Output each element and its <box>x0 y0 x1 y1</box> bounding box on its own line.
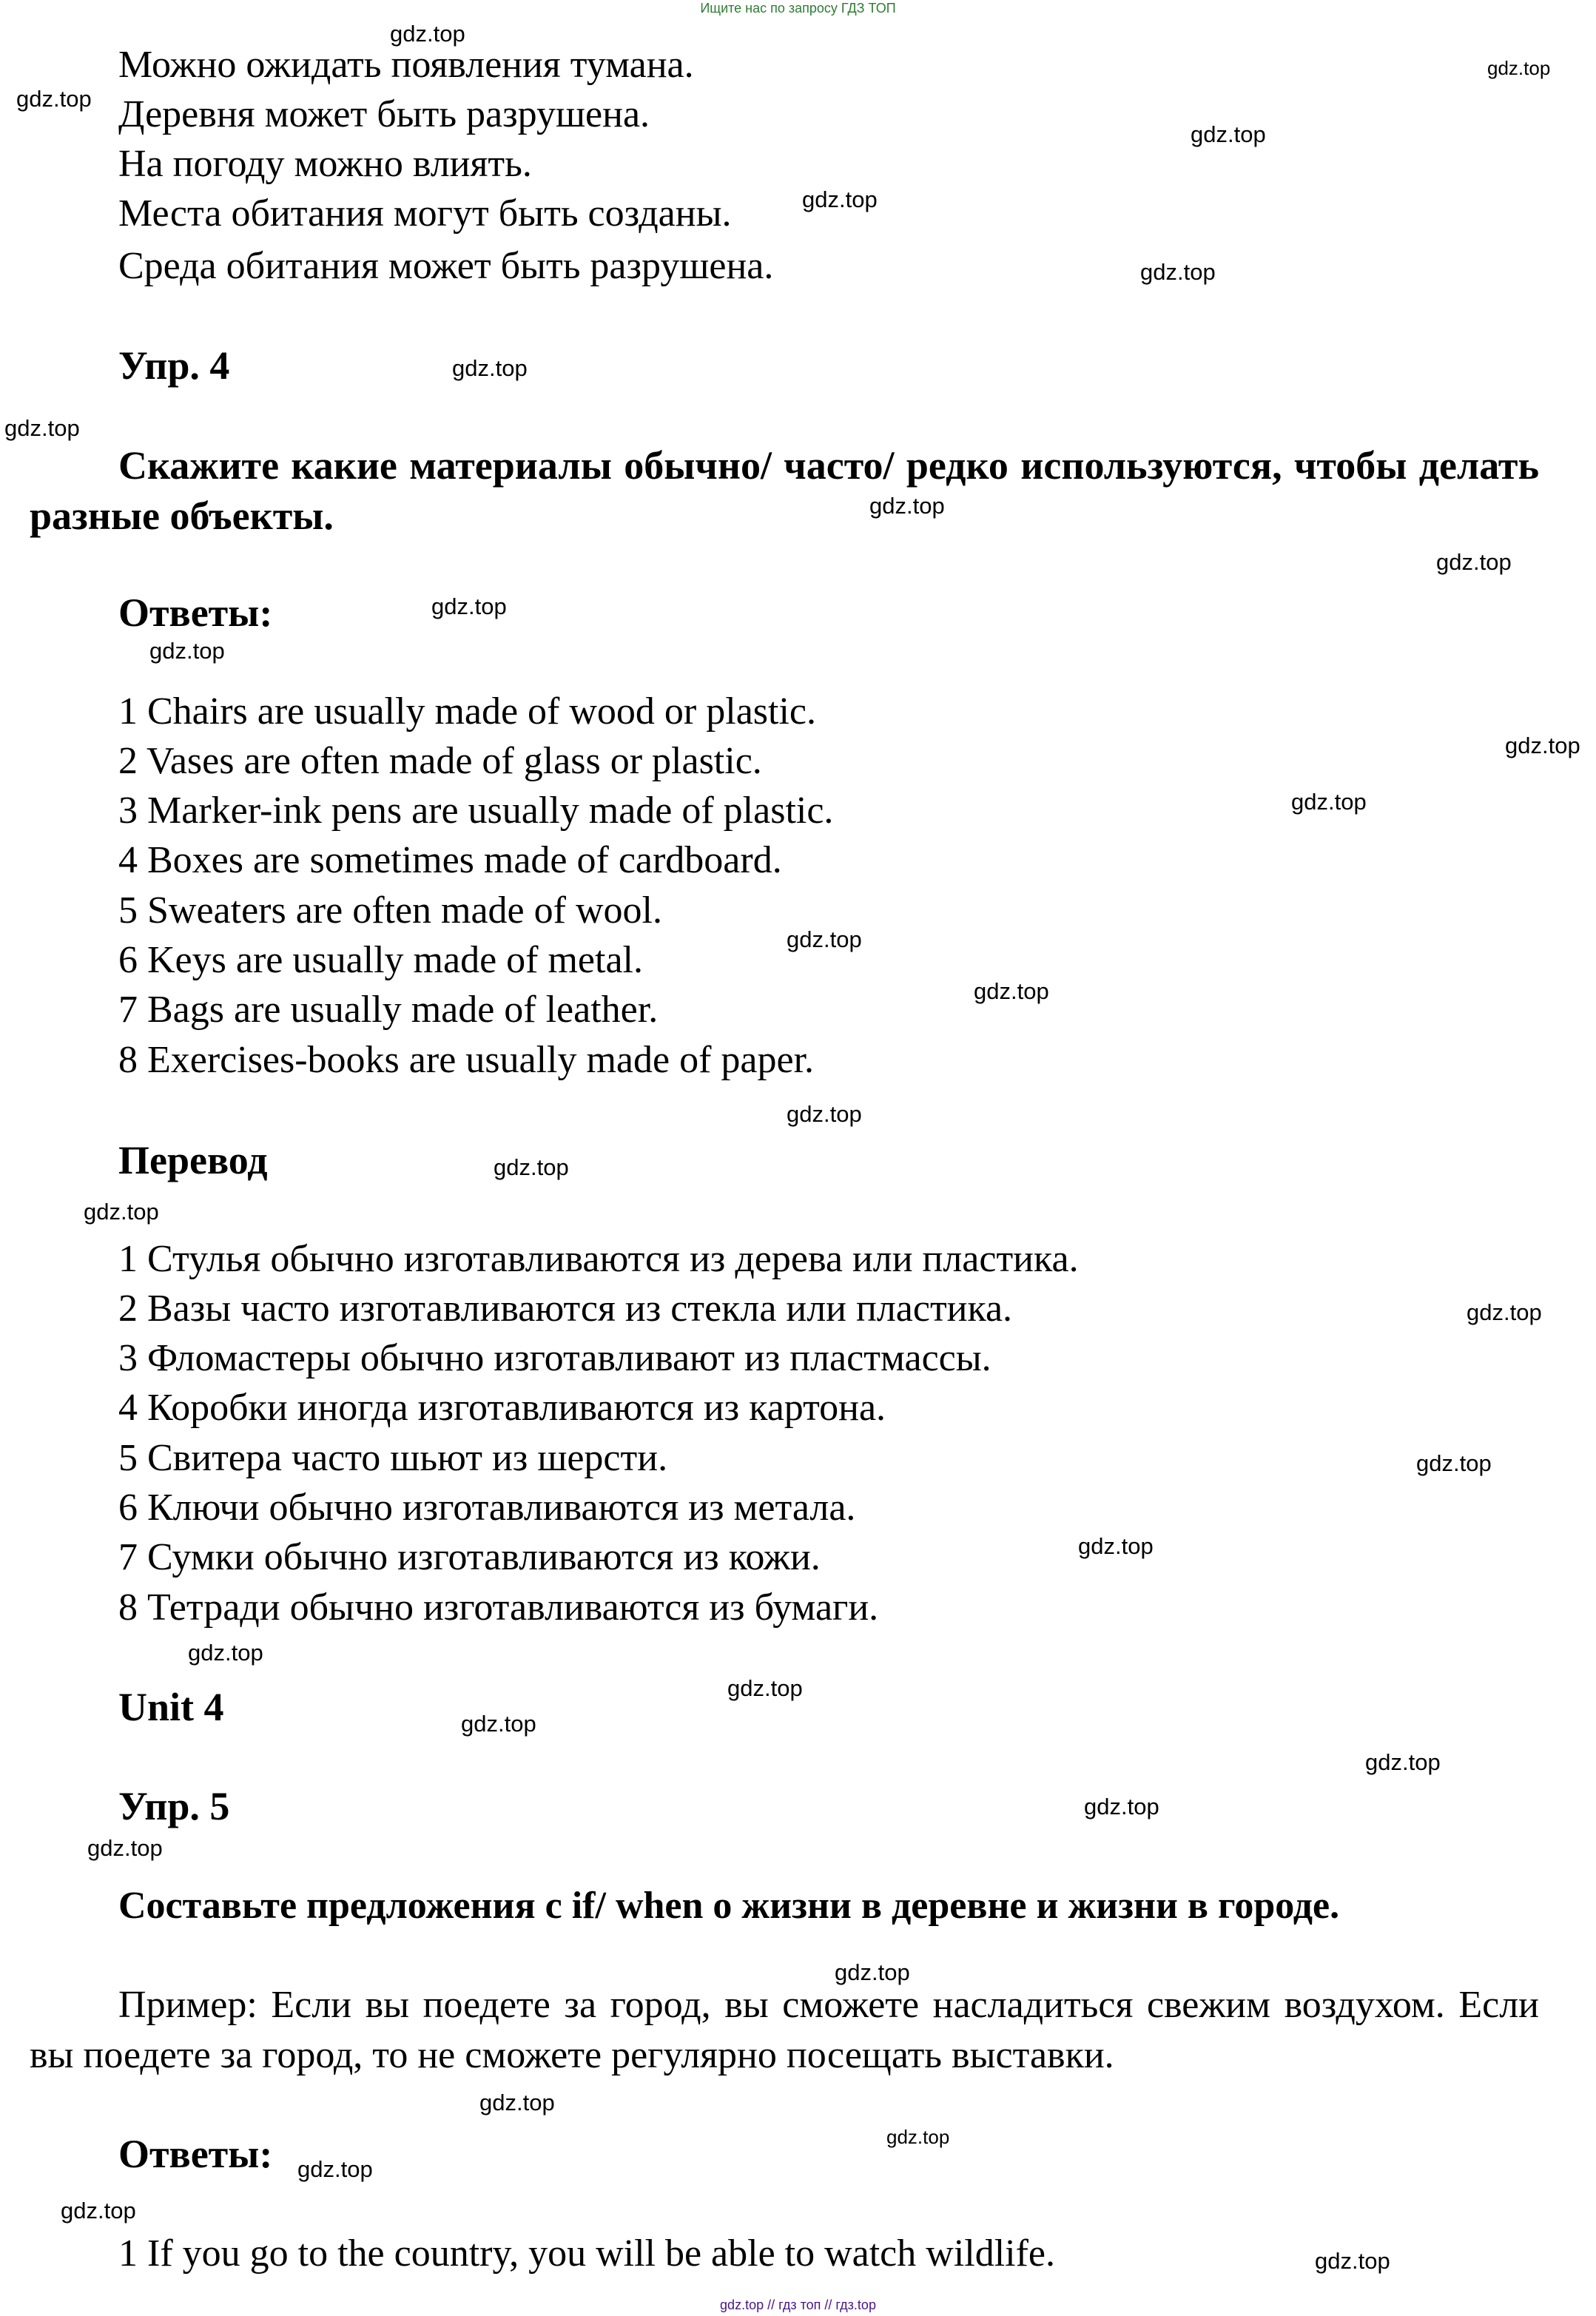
consequence-line-5: Среда обитания может быть разрушена. <box>118 245 774 287</box>
answer-line-3: 3 Marker-ink pens are usually made of plastic. <box>118 790 834 832</box>
translation-line-6: 6 Ключи обычно изготавливаются из метала. <box>118 1487 856 1529</box>
answer-line-8: 8 Exercises-books are usually made of paper. <box>118 1039 815 1081</box>
watermark: gdz.top <box>4 415 80 441</box>
bottom-banner: gdz.top // гдз топ // гдз.top <box>720 2298 876 2312</box>
watermark: gdz.top <box>886 2126 950 2148</box>
translation-line-3: 3 Фломастеры обычно изготавливают из пластмассы. <box>118 1337 991 1379</box>
watermark: gdz.top <box>727 1675 803 1701</box>
watermark: gdz.top <box>1365 1749 1441 1775</box>
watermark: gdz.top <box>1505 733 1580 758</box>
answer-line-2: 2 Vases are often made of glass or plastic. <box>118 740 762 782</box>
watermark: gdz.top <box>479 2090 555 2115</box>
watermark: gdz.top <box>61 2198 136 2224</box>
watermark: gdz.top <box>390 21 465 47</box>
watermark: gdz.top <box>87 1835 163 1861</box>
watermark: gdz.top <box>787 1101 862 1127</box>
watermark: gdz.top <box>431 593 507 619</box>
watermark: gdz.top <box>802 186 878 212</box>
exercise-4-title: Упр. 4 <box>118 343 230 388</box>
exercise-5-example: Пример: Если вы поедете за город, вы сможете насладиться свежим воздухом. Если вы поедете за город, то не сможете регулярно посещать выставки. <box>30 1984 1539 2076</box>
watermark: gdz.top <box>16 86 92 112</box>
watermark: gdz.top <box>1315 2248 1390 2274</box>
translation-line-4: 4 Коробки иногда изготавливаются из картона. <box>118 1387 886 1429</box>
exercise-5-title: Упр. 5 <box>118 1784 230 1828</box>
answer-line-7: 7 Bags are usually made of leather. <box>118 989 659 1031</box>
watermark: gdz.top <box>1487 57 1551 79</box>
consequence-line-2: Деревня может быть разрушена. <box>118 93 650 135</box>
watermark: gdz.top <box>869 493 945 519</box>
watermark: gdz.top <box>452 355 528 381</box>
watermark: gdz.top <box>494 1154 569 1180</box>
consequence-line-1: Можно ожидать появления тумана. <box>118 44 694 86</box>
watermark: gdz.top <box>1191 121 1266 147</box>
watermark: gdz.top <box>188 1640 263 1666</box>
watermark: gdz.top <box>297 2156 373 2182</box>
answer-line-6: 6 Keys are usually made of metal. <box>118 939 643 981</box>
exercise-4-task: Скажите какие материалы обычно/ часто/ редко используются, чтобы делать разные объекты. <box>30 443 1539 538</box>
watermark: gdz.top <box>1291 789 1367 815</box>
answer-line-1: 1 Chairs are usually made of wood or plastic. <box>118 690 816 733</box>
consequence-line-4: Места обитания могут быть созданы. <box>118 192 732 235</box>
translation-line-2: 2 Вазы часто изготавливаются из стекла или пластика. <box>118 1287 1013 1330</box>
exercise-5-answer-line-1: 1 If you go to the country, you will be able to watch wildlife. <box>118 2232 1056 2275</box>
translation-line-1: 1 Стулья обычно изготавливаются из дерева или пластика. <box>118 1238 1079 1280</box>
watermark: gdz.top <box>974 978 1049 1004</box>
answer-line-4: 4 Boxes are sometimes made of cardboard. <box>118 839 782 881</box>
translation-title: Перевод <box>118 1138 268 1182</box>
exercise-5-task: Составьте предложения с if/ when о жизни в деревне и жизни в городе. <box>118 1885 1340 1927</box>
watermark: gdz.top <box>1416 1450 1492 1476</box>
top-banner: Ищите нас по запросу ГДЗ ТОП <box>700 1 896 16</box>
answer-line-5: 5 Sweaters are often made of wool. <box>118 889 662 932</box>
watermark: gdz.top <box>149 638 225 664</box>
exercise-5-answers-title: Ответы: <box>118 2132 273 2176</box>
watermark: gdz.top <box>1140 259 1216 285</box>
watermark: gdz.top <box>461 1711 536 1737</box>
watermark: gdz.top <box>787 926 862 952</box>
watermark: gdz.top <box>1084 1794 1159 1820</box>
translation-line-8: 8 Тетради обычно изготавливаются из бумаги. <box>118 1586 879 1629</box>
unit-title: Unit 4 <box>118 1685 224 1729</box>
watermark: gdz.top <box>84 1199 159 1225</box>
watermark: gdz.top <box>1078 1533 1154 1559</box>
watermark: gdz.top <box>1467 1299 1542 1325</box>
watermark: gdz.top <box>1436 549 1512 575</box>
watermark: gdz.top <box>835 1959 910 1985</box>
translation-line-5: 5 Свитера часто шьют из шерсти. <box>118 1437 668 1479</box>
translation-line-7: 7 Сумки обычно изготавливаются из кожи. <box>118 1536 821 1578</box>
consequence-line-3: На погоду можно влиять. <box>118 143 532 185</box>
exercise-4-answers-title: Ответы: <box>118 590 273 635</box>
